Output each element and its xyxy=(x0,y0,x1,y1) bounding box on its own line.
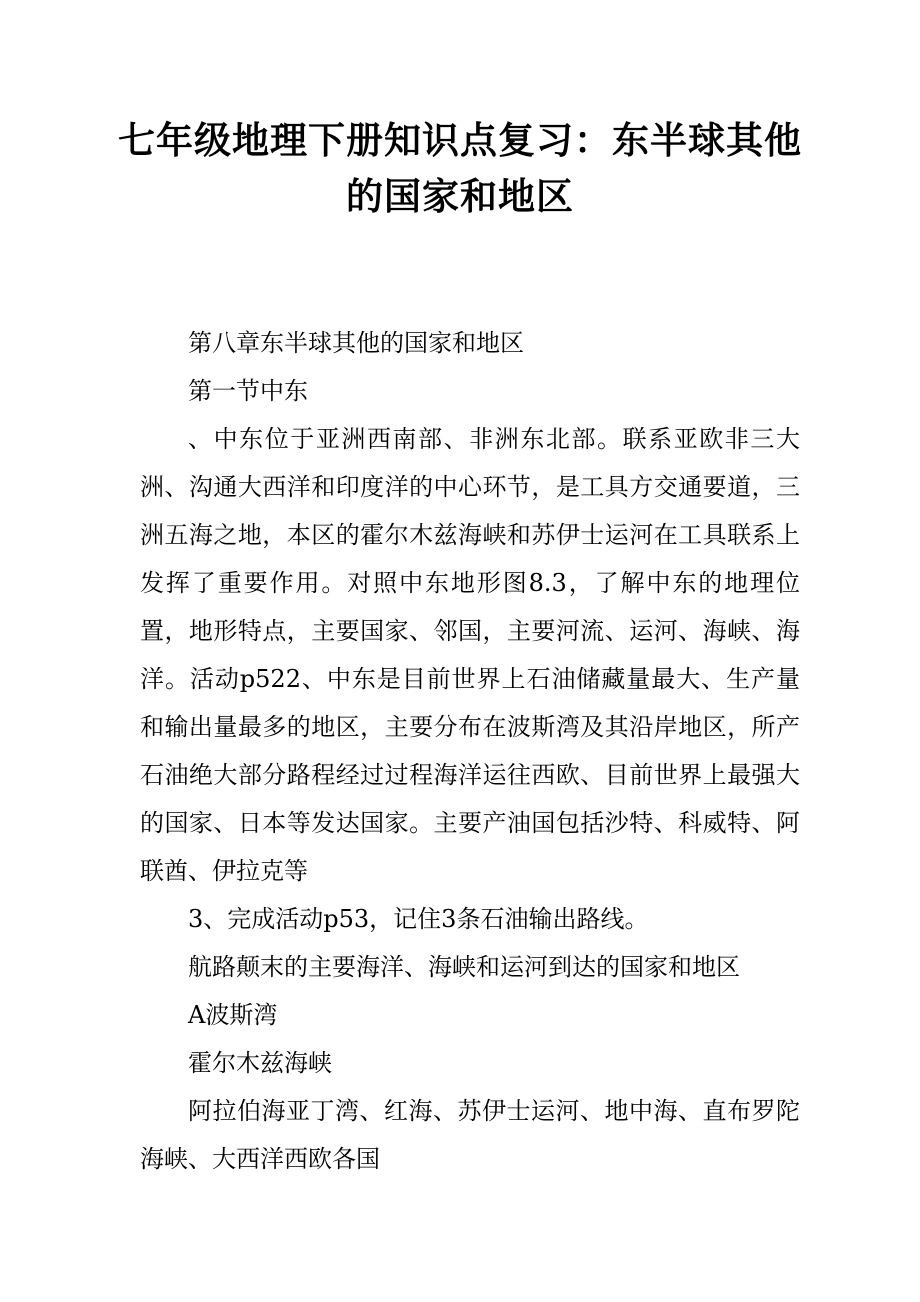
paragraph-hormuz: 霍尔木兹海峡 xyxy=(188,1049,332,1077)
paragraph-route-header: 航路颠末的主要海洋、海峡和运河到达的国家和地区 xyxy=(188,953,740,981)
document-title: 七年级地理下册知识点复习：东半球其他的国家和地区 xyxy=(118,118,802,218)
document-body xyxy=(140,319,800,1183)
paragraph-activity-oil-routes: 3、完成活动p53，记住3条石油输出路线。 xyxy=(188,905,649,933)
paragraph-chapter-heading: 第八章东半球其他的国家和地区 xyxy=(188,329,524,357)
paragraph-route-a: A波斯湾 xyxy=(188,1001,278,1029)
paragraph-section-heading: 第一节中东 xyxy=(188,377,308,405)
paragraph-middle-east-overview: 、中东位于亚洲西南部、非洲东北部。联系亚欧非三大洲、沟通大西洋和印度洋的中心环节，是工具方交通要道，三洲五海之地，本区的霍尔木兹海峡和苏伊士运河在工具联系上发挥了重要作用。对照中东地形图8.3，了解中东的地理位置，地形特点，主要国家、邻国，主要河流、运河、海峡、海洋。活动p522、中东是目前世界上石油储藏量最大、生产量和输出量最多的地区，主要分布在波斯湾及其沿岸地区，所产石油绝大部分路程经过过程海洋运往西欧、目前世界上最强大的国家、日本等发达国家。主要产油国包括沙特、科威特、阿联酋、伊拉克等 xyxy=(140,425,800,885)
paragraph-route-west-europe: 阿拉伯海亚丁湾、红海、苏伊士运河、地中海、直布罗陀海峡、大西洋西欧各国 xyxy=(140,1097,800,1173)
